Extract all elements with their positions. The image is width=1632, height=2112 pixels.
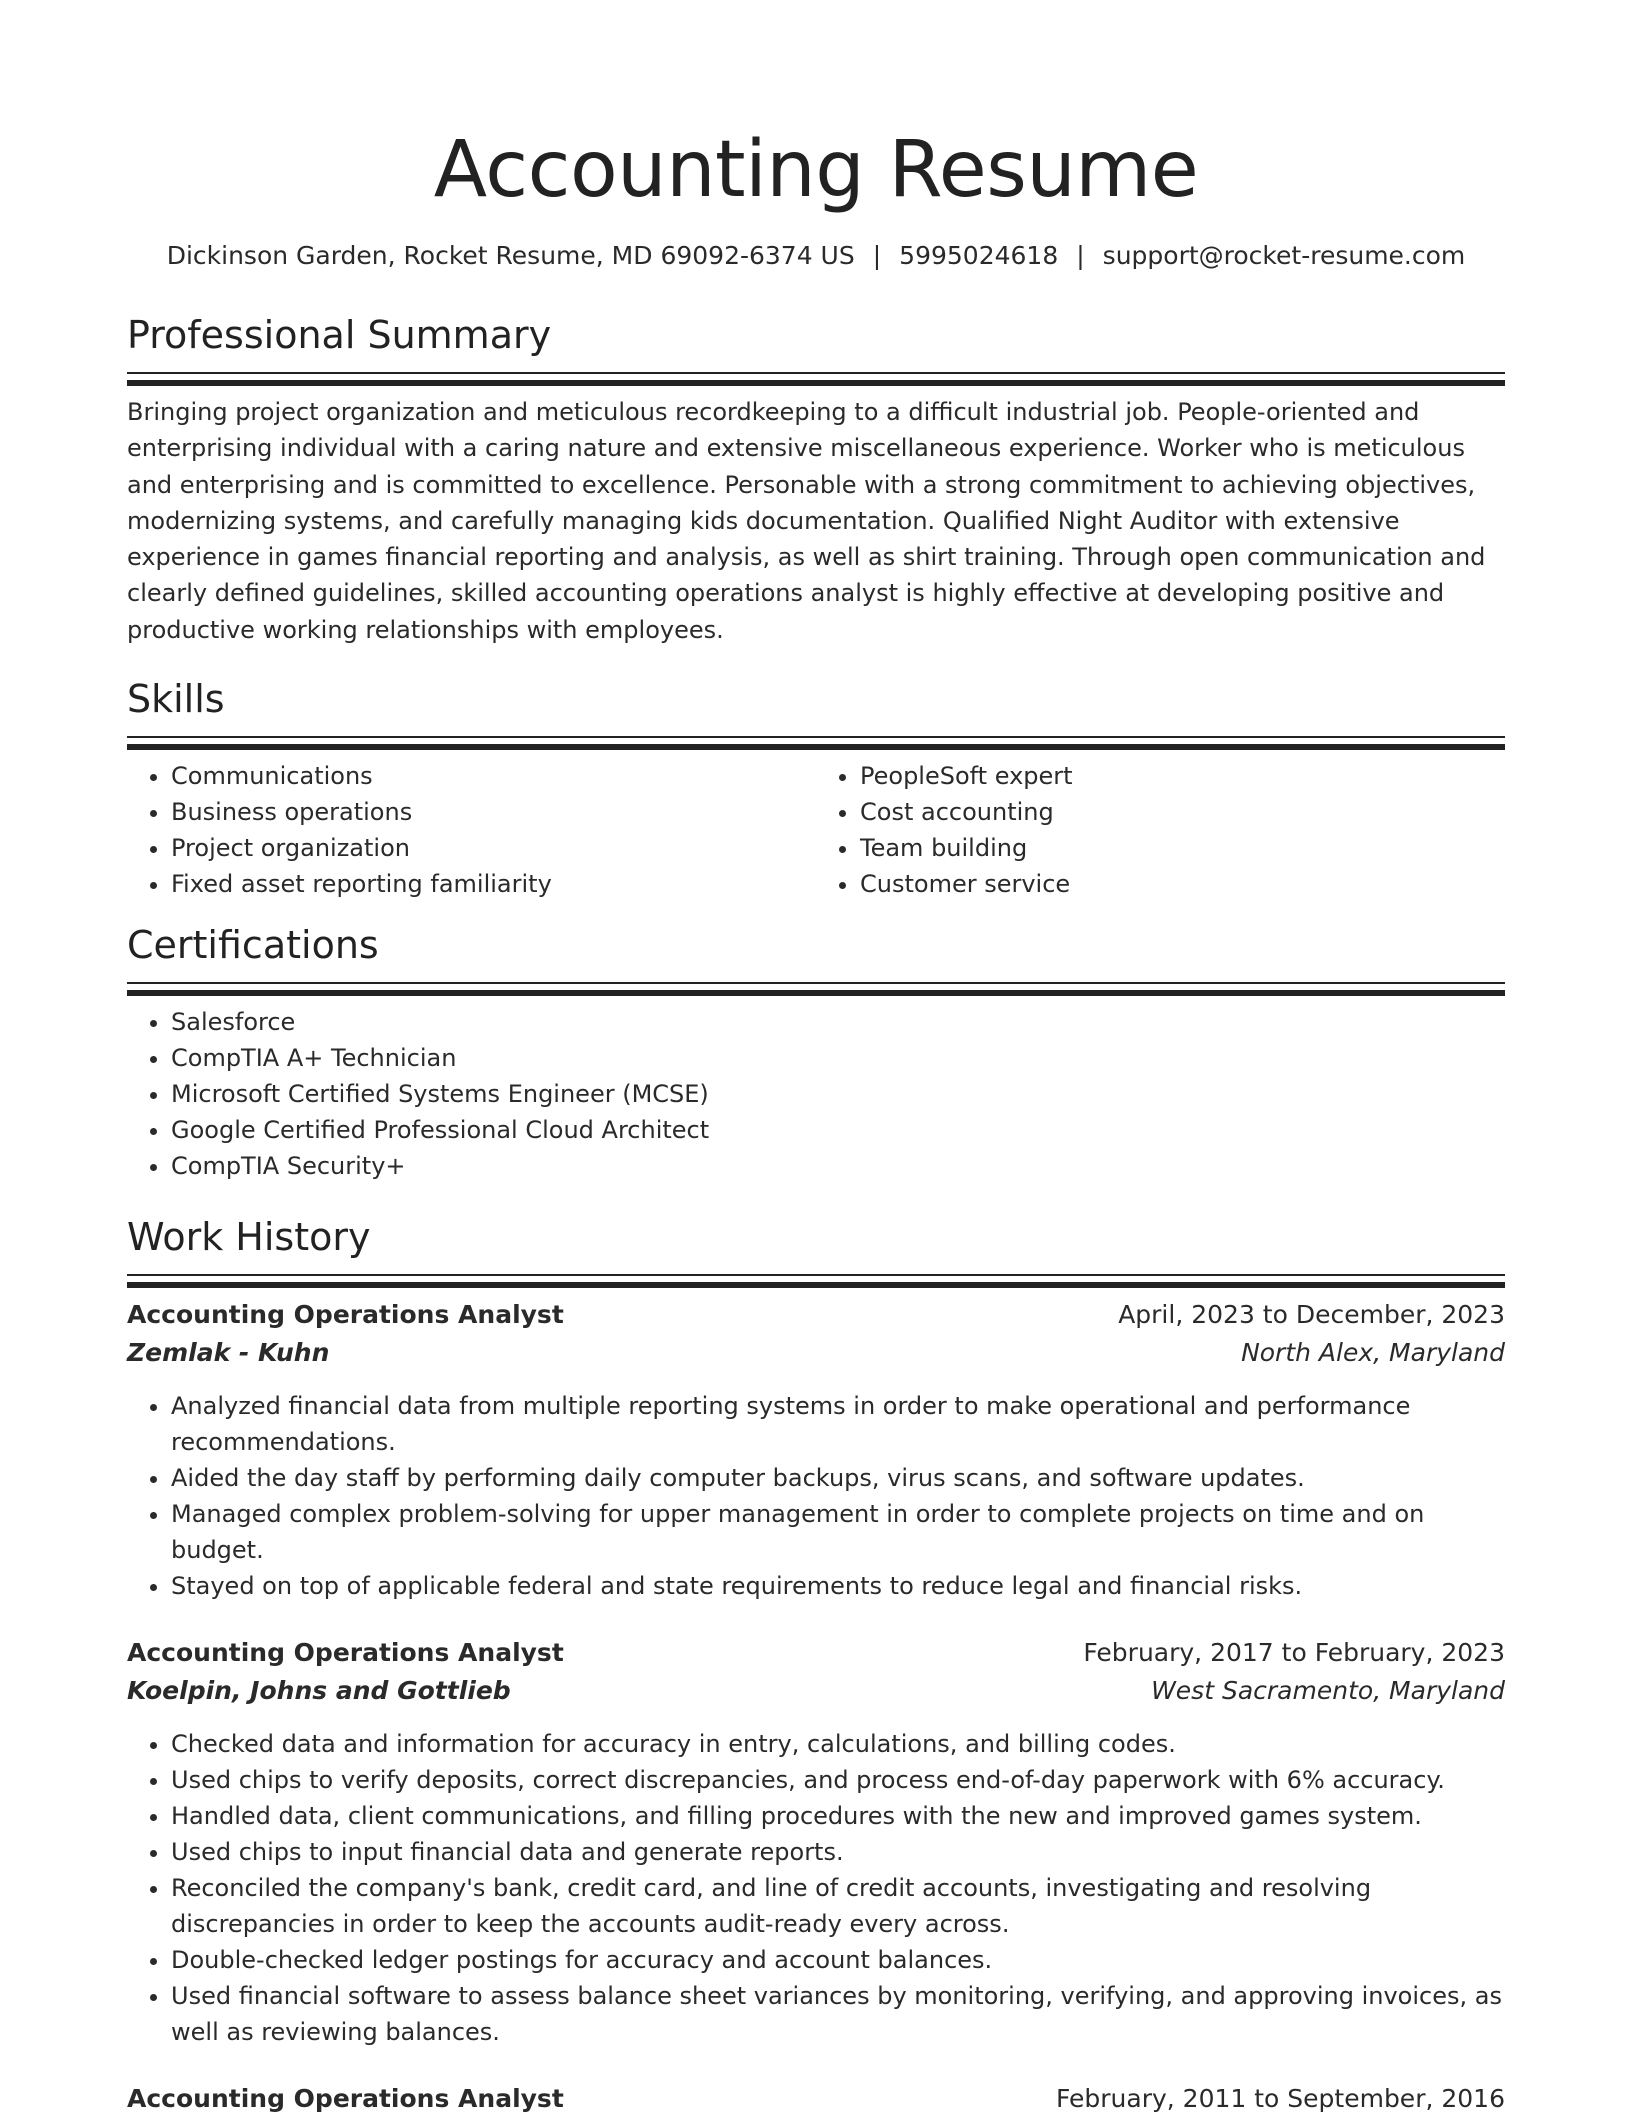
job-header <box>127 2080 1505 2112</box>
section-divider <box>127 1274 1505 1276</box>
section-divider <box>127 372 1505 374</box>
job-header <box>127 1296 1505 1334</box>
job-duty-item: • Managed complex problem-solving for upper management in order to complete projects on time and on budget. <box>171 1496 1505 1568</box>
job-header <box>127 1634 1505 1672</box>
contact-email: support@rocket-resume.com <box>1102 241 1466 270</box>
job-duty-item: • Handled data, client communications, and filling procedures with the new and improved games system. <box>171 1798 1505 1834</box>
contact-line <box>127 238 1505 274</box>
contact-separator: | <box>1076 241 1085 270</box>
job-entry <box>127 1296 1505 1604</box>
summary-section <box>127 310 1505 648</box>
summary-text: Bringing project organization and meticulous recordkeeping to a difficult industrial job. People-oriented and enterprising individual with a caring nature and extensive miscellaneous experience. Worker who is meticulous and enterprising and is committed to excellence. Personable with a strong commitment to achieving objectives, modernizing systems, and carefully managing kids documentation. Qualified Night Auditor with extensive experience in games financial reporting and analysis, as well as shirt training. Through open communication and clearly defined guidelines, skilled accounting operations analyst is highly effective at developing positive and productive working relationships with employees. <box>127 398 1486 644</box>
job-duty-item: • Aided the day staff by performing daily computer backups, virus scans, and software updates. <box>171 1460 1505 1496</box>
certification-item: • Salesforce <box>171 1004 1505 1040</box>
section-divider <box>127 736 1505 738</box>
skills-list-left <box>127 758 816 902</box>
skill-item: • PeopleSoft expert <box>860 758 1505 794</box>
skill-item: • Business operations <box>171 794 816 830</box>
job-duty-item: • Used chips to verify deposits, correct discrepancies, and process end-of-day paperwork with 6% accuracy. <box>171 1762 1505 1798</box>
job-duty-item: • Stayed on top of applicable federal and state requirements to reduce legal and financial risks. <box>171 1568 1505 1604</box>
certification-item: • Microsoft Certified Systems Engineer (MCSE) <box>171 1076 1505 1112</box>
job-dates: April, 2023 to December, 2023 <box>1118 1300 1505 1330</box>
skill-item: • Customer service <box>860 866 1505 902</box>
certification-item: • Google Certified Professional Cloud Architect <box>171 1112 1505 1148</box>
certifications-section <box>127 920 1505 1184</box>
job-subheader <box>127 1334 1505 1372</box>
certification-item: • CompTIA Security+ <box>171 1148 1505 1184</box>
skill-item: • Fixed asset reporting familiarity <box>171 866 816 902</box>
job-duties-list <box>127 1388 1505 1604</box>
job-company: Zemlak - Kuhn <box>127 1338 330 1368</box>
skill-item: • Cost accounting <box>860 794 1505 830</box>
job-duty-item: • Analyzed financial data from multiple reporting systems in order to make operational and performance recommendations. <box>171 1388 1505 1460</box>
page-title: Accounting Resume <box>433 125 1199 215</box>
summary-heading: Professional Summary <box>127 313 552 357</box>
job-entry <box>127 2080 1505 2112</box>
skills-heading: Skills <box>127 677 225 722</box>
skills-grid <box>127 758 1505 902</box>
skills-list-right <box>816 758 1505 902</box>
job-dates: February, 2017 to February, 2023 <box>1083 1638 1505 1668</box>
job-title: Accounting Operations Analyst <box>127 1300 564 1330</box>
certifications-list <box>127 1004 1505 1184</box>
job-title: Accounting Operations Analyst <box>127 1638 564 1668</box>
contact-address: Dickinson Garden, Rocket Resume, MD 69092-6374 US <box>166 241 855 270</box>
job-duty-item: • Reconciled the company's bank, credit card, and line of credit accounts, investigating and resolving discrepancies in order to keep the accounts audit-ready every across. <box>171 1870 1505 1942</box>
certifications-heading: Certifications <box>127 923 379 968</box>
skill-item: • Project organization <box>171 830 816 866</box>
job-entry <box>127 1634 1505 2050</box>
skill-item: • Communications <box>171 758 816 794</box>
certification-item: • CompTIA A+ Technician <box>171 1040 1505 1076</box>
job-company: Koelpin, Johns and Gottlieb <box>127 1676 511 1706</box>
skill-item: • Team building <box>860 830 1505 866</box>
job-duty-item: • Used chips to input financial data and generate reports. <box>171 1834 1505 1870</box>
work-history-section <box>127 1212 1505 2112</box>
job-title: Accounting Operations Analyst <box>127 2084 564 2112</box>
section-divider <box>127 982 1505 984</box>
job-duties-list <box>127 1726 1505 2050</box>
skills-section <box>127 674 1505 902</box>
job-location: North Alex, Maryland <box>1241 1338 1505 1368</box>
contact-phone: 5995024618 <box>899 241 1059 270</box>
job-dates: February, 2011 to September, 2016 <box>1056 2084 1505 2112</box>
job-location: West Sacramento, Maryland <box>1151 1676 1505 1706</box>
job-subheader <box>127 1672 1505 1710</box>
work-history-heading: Work History <box>127 1215 371 1260</box>
contact-separator: | <box>872 241 882 270</box>
job-duty-item: • Checked data and information for accuracy in entry, calculations, and billing codes. <box>171 1726 1505 1762</box>
job-duty-item: • Used financial software to assess balance sheet variances by monitoring, verifying, and approving invoices, as well as reviewing balances. <box>171 1978 1505 2050</box>
job-duty-item: • Double-checked ledger postings for accuracy and account balances. <box>171 1942 1505 1978</box>
